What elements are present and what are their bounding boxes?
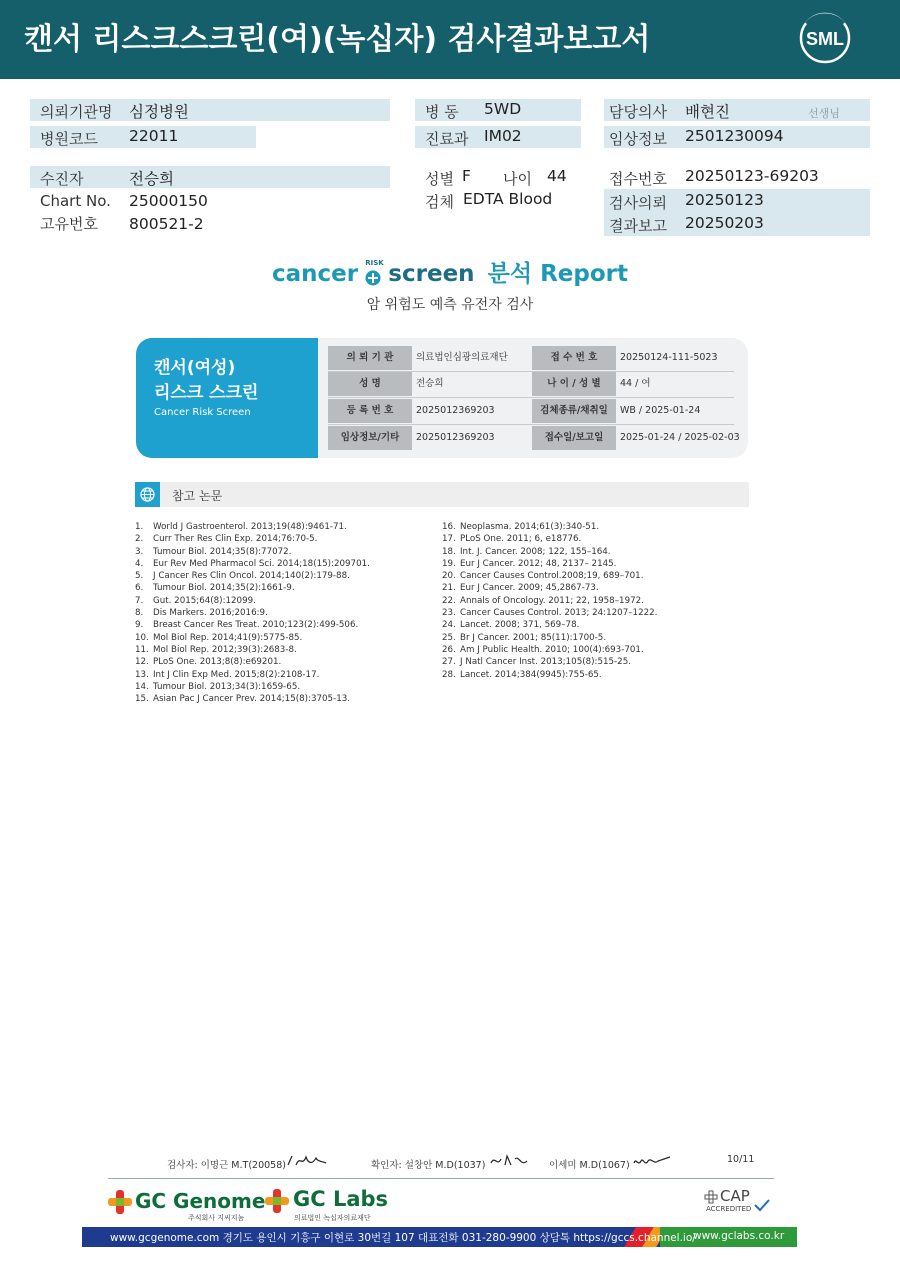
clinical-label: 임상정보 <box>609 130 667 148</box>
card-h-specimen: 검체종류/채취일 <box>532 399 616 423</box>
reference-item <box>442 644 657 656</box>
risk-label: RISK <box>365 258 384 267</box>
gc-labs-logo: GC Labs <box>293 1187 389 1211</box>
request-value: 20250123 <box>685 191 764 209</box>
doctor-label: 담당의사 <box>609 103 667 121</box>
reference-number: 21. <box>442 583 456 594</box>
hospital-code-label: 병원코드 <box>40 130 98 148</box>
card-h-dates: 접수일/보고일 <box>532 426 616 450</box>
dept-label: 진료과 <box>425 130 469 148</box>
card-v-age-sex: 44 / 여 <box>620 378 651 389</box>
reference-item <box>135 546 370 558</box>
risk-target-icon <box>363 258 384 286</box>
references-title: 참고 논문 <box>172 489 223 503</box>
checkmark-icon <box>753 1198 771 1212</box>
reference-text: Int J Clin Exp Med. 2015;8(2):2108-17. <box>153 669 320 680</box>
report-value: 20250203 <box>685 214 764 232</box>
reference-item <box>135 693 370 705</box>
reference-number: 27. <box>442 657 456 668</box>
reference-item <box>135 570 370 582</box>
reference-item <box>442 546 657 558</box>
gc-genome-cross-icon <box>107 1189 133 1215</box>
reference-item <box>442 595 657 607</box>
reference-item <box>135 644 370 656</box>
reference-number: 6. <box>135 583 144 594</box>
footer-divider <box>108 1178 774 1179</box>
card-v-name: 전승희 <box>416 378 444 389</box>
reference-number: 9. <box>135 620 144 631</box>
reference-text: Asian Pac J Cancer Prev. 2014;15(8):3705-13. <box>153 694 351 705</box>
reference-number: 18. <box>442 546 456 557</box>
reference-item <box>135 656 370 668</box>
examiner-text: 검사자: 이명근 M.T(20058) <box>167 1160 286 1171</box>
reference-number: 25. <box>442 632 456 643</box>
reference-text: Lancet. 2008; 371, 569–78. <box>460 620 580 631</box>
reference-number: 24. <box>442 620 456 631</box>
reference-text: Dis Markers. 2016;2016:9. <box>153 608 268 619</box>
gc-labs-sub: 의료법인 녹십자의료재단 <box>294 1214 371 1222</box>
report-subtitle: 암 위험도 예측 유전자 검사 <box>366 297 534 313</box>
ward-label: 병 동 <box>425 103 459 121</box>
card-h-institution: 의 뢰 기 관 <box>328 346 412 370</box>
reference-number: 12. <box>135 657 149 668</box>
globe-icon <box>135 482 160 507</box>
reference-text: Mol Biol Rep. 2012;39(3):2683-8. <box>153 644 297 655</box>
reference-text: Eur J Cancer. 2012; 48, 2137– 2145. <box>460 558 617 569</box>
doctor-suffix: 선생님 <box>808 107 840 120</box>
reference-item <box>135 619 370 631</box>
reference-number: 8. <box>135 608 144 619</box>
reference-text: Cancer Causes Control. 2013; 24:1207–1222. <box>460 608 658 619</box>
reference-item <box>135 582 370 594</box>
card-h-name: 성 명 <box>328 372 412 396</box>
confirmer-text: 확인자: 설창안 M.D(1037) <box>371 1160 486 1171</box>
reference-number: 17. <box>442 534 456 545</box>
gc-genome-logo: GC Genome <box>135 1189 266 1213</box>
reference-text: Mol Biol Rep. 2014;41(9):5775-85. <box>153 632 303 643</box>
reference-text: Am J Public Health. 2010; 100(4):693-701. <box>460 644 644 655</box>
reference-item <box>135 632 370 644</box>
reference-text: Tumour Biol. 2014;35(8):77072. <box>153 546 292 557</box>
reference-item <box>135 681 370 693</box>
reference-text: PLoS One. 2013;8(8):e69201. <box>153 657 282 668</box>
reference-number: 7. <box>135 595 144 606</box>
unique-no-label: 고유번호 <box>40 215 98 233</box>
reference-item <box>442 632 657 644</box>
reference-item <box>442 619 657 631</box>
reference-number: 13. <box>135 669 149 680</box>
cap-accredited: ACCREDITED <box>706 1205 752 1213</box>
patient-row <box>30 166 390 188</box>
footer-address: www.gcgenome.com 경기도 용인시 기흥구 이현로 30번길 107 대표전화 031-280-9900 상담톡 https://gccs.channel.io/ <box>110 1232 696 1244</box>
reference-text: Tumour Biol. 2014;35(2):1661-9. <box>153 583 295 594</box>
reference-item <box>442 533 657 545</box>
reference-number: 19. <box>442 558 456 569</box>
card-title-2: 리스크 스크린 <box>154 383 259 403</box>
cancer-word: cancer <box>272 261 359 287</box>
card-v-clinical: 2025012369203 <box>416 432 495 443</box>
references-list-left <box>135 521 370 705</box>
reference-item <box>442 558 657 570</box>
reference-item <box>135 595 370 607</box>
reference-number: 1. <box>135 522 144 532</box>
sex-value: F <box>462 167 471 185</box>
reference-item <box>442 656 657 668</box>
age-label: 나이 <box>503 170 532 188</box>
card-title-panel <box>136 338 318 458</box>
summary-card <box>136 338 748 458</box>
reference-number: 28. <box>442 669 456 680</box>
reference-number: 23. <box>442 608 456 619</box>
reference-item <box>135 533 370 545</box>
page-title: 캔서 리스크스크린(여)(녹십자) 검사결과보고서 <box>24 22 651 57</box>
reference-number: 5. <box>135 571 144 582</box>
confirmer-signature-icon <box>489 1153 531 1169</box>
report-label: 결과보고 <box>609 217 667 235</box>
reference-text: PLoS One. 2011; 6, e18776. <box>460 534 582 545</box>
reference-item <box>442 582 657 594</box>
chart-no-value: 25000150 <box>129 192 208 210</box>
screen-word: screen <box>388 261 475 287</box>
reference-item <box>135 669 370 681</box>
card-h-reg-no: 등 록 번 호 <box>328 399 412 423</box>
references-header <box>135 482 749 507</box>
card-h-receipt: 접 수 번 호 <box>532 346 616 370</box>
reference-text: Gut. 2015;64(8):12099. <box>153 595 256 606</box>
reference-text: Cancer Causes Control.2008;19, 689–701. <box>460 571 644 582</box>
doctor-value: 배현진 <box>685 103 730 121</box>
card-title-1: 캔서(여성) <box>154 358 236 378</box>
reference-number: 4. <box>135 558 144 569</box>
reference-item <box>135 607 370 619</box>
unique-no-value: 800521-2 <box>129 215 204 233</box>
confirmer2-signature-icon <box>632 1153 672 1169</box>
reference-text: Eur J Cancer. 2009; 45,2867-73. <box>460 583 599 594</box>
ward-value: 5WD <box>484 100 522 118</box>
specimen-value: EDTA Blood <box>463 190 553 208</box>
reference-item <box>442 521 657 533</box>
reference-number: 10. <box>135 632 149 643</box>
sml-logo-icon <box>799 12 851 64</box>
page-number: 10/11 <box>727 1154 755 1165</box>
reference-text: Breast Cancer Res Treat. 2010;123(2):499-506. <box>153 620 359 631</box>
reference-number: 20. <box>442 571 456 582</box>
sex-label: 성별 <box>425 170 454 188</box>
report-word: 분석 Report <box>487 261 628 287</box>
reference-number: 2. <box>135 534 144 545</box>
cap-logo: CAP <box>720 1187 750 1205</box>
age-value: 44 <box>547 167 567 185</box>
card-v-specimen: WB / 2025-01-24 <box>620 405 701 416</box>
reference-text: Curr Ther Res Clin Exp. 2014;76:70-5. <box>153 534 318 545</box>
reference-item <box>135 558 370 570</box>
institution-label: 의뢰기관명 <box>40 103 113 121</box>
reference-text: Tumour Biol. 2013;34(3):1659-65. <box>153 681 301 692</box>
dept-value: IM02 <box>484 127 522 145</box>
card-v-institution: 의료법인심광의료재단 <box>416 352 508 363</box>
reference-number: 26. <box>442 644 456 655</box>
clinical-value: 2501230094 <box>685 127 784 145</box>
reference-number: 11. <box>135 644 149 655</box>
reference-item <box>442 669 657 681</box>
reference-text: World J Gastroenterol. 2013;19(48):9461-71. <box>153 522 347 532</box>
card-v-dates: 2025-01-24 / 2025-02-03 <box>620 432 740 443</box>
reference-item <box>135 521 370 533</box>
examiner-signature-icon <box>286 1153 328 1169</box>
reference-text: J Cancer Res Clin Oncol. 2014;140(2):179-88. <box>153 571 350 582</box>
footer-url: www.gclabs.co.kr <box>693 1230 785 1242</box>
reference-text: Lancet. 2014;384(9945):755-65. <box>460 669 602 680</box>
reference-number: 3. <box>135 546 144 557</box>
reference-text: Int. J. Cancer. 2008; 122, 155–164. <box>460 546 611 557</box>
confirmer2-text: 이세미 M.D(1067) <box>549 1160 630 1171</box>
cancer-screen-title <box>0 255 900 288</box>
patient-value: 전승희 <box>129 170 174 188</box>
reference-number: 14. <box>135 681 149 692</box>
patient-label: 수진자 <box>40 170 84 188</box>
card-h-clinical: 임상정보/기타 <box>328 426 412 450</box>
reference-number: 22. <box>442 595 456 606</box>
institution-value: 심정병원 <box>129 103 189 121</box>
references-list-right <box>442 521 657 681</box>
reference-text: J Natl Cancer Inst. 2013;105(8):515-25. <box>460 657 631 668</box>
sml-logo-text: SML <box>806 29 844 49</box>
card-title-en: Cancer Risk Screen <box>154 407 251 418</box>
hospital-code-value: 22011 <box>129 127 179 145</box>
reference-item <box>442 607 657 619</box>
gc-labs-cross-icon <box>264 1188 290 1214</box>
specimen-label: 검체 <box>425 193 454 211</box>
report-header <box>0 0 900 79</box>
receipt-value: 20250123-69203 <box>685 167 819 185</box>
card-row-divider <box>328 397 734 398</box>
reference-number: 16. <box>442 522 456 532</box>
reference-text: Br J Cancer. 2001; 85(11):1700-5. <box>460 632 607 643</box>
card-h-age-sex: 나 이 / 성 별 <box>532 372 616 396</box>
reference-number: 15. <box>135 694 149 705</box>
card-row-divider <box>328 424 734 425</box>
reference-text: Eur Rev Med Pharmacol Sci. 2014;18(15):209701. <box>153 558 370 569</box>
gc-genome-sub: 주식회사 지씨지놈 <box>188 1214 245 1222</box>
card-v-reg-no: 2025012369203 <box>416 405 495 416</box>
chart-no-label: Chart No. <box>40 192 111 210</box>
reference-item <box>442 570 657 582</box>
receipt-label: 접수번호 <box>609 170 667 188</box>
request-label: 검사의뢰 <box>609 194 667 212</box>
reference-text: Neoplasma. 2014;61(3):340-51. <box>460 522 600 532</box>
cap-cross-icon <box>704 1190 718 1204</box>
card-v-receipt: 20250124-111-5023 <box>620 352 718 363</box>
reference-text: Annals of Oncology. 2011; 22, 1958–1972. <box>460 595 644 606</box>
